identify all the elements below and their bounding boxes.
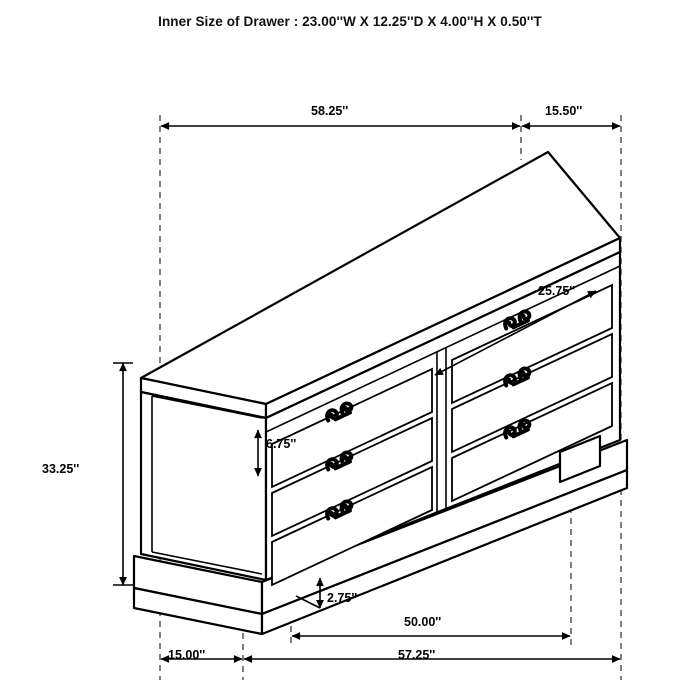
dimension-diagonal-top: 25.75'' bbox=[538, 284, 576, 298]
dimension-top-depth-right: 15.50'' bbox=[545, 104, 583, 118]
dimension-drawer-height: 6.75'' bbox=[266, 437, 297, 451]
dimension-top-width: 58.25'' bbox=[311, 104, 349, 118]
page-title: Inner Size of Drawer : 23.00''W X 12.25''D X 4.00''H X 0.50''T bbox=[158, 14, 542, 29]
dimension-overall-height: 33.25'' bbox=[42, 462, 80, 476]
dimension-base-total-width: 57.25'' bbox=[398, 648, 436, 662]
dimension-base-inner-width: 50.00'' bbox=[404, 615, 442, 629]
dimension-base-front-height: 2.75'' bbox=[327, 591, 358, 605]
dimension-base-left-depth: 15.00'' bbox=[168, 648, 206, 662]
